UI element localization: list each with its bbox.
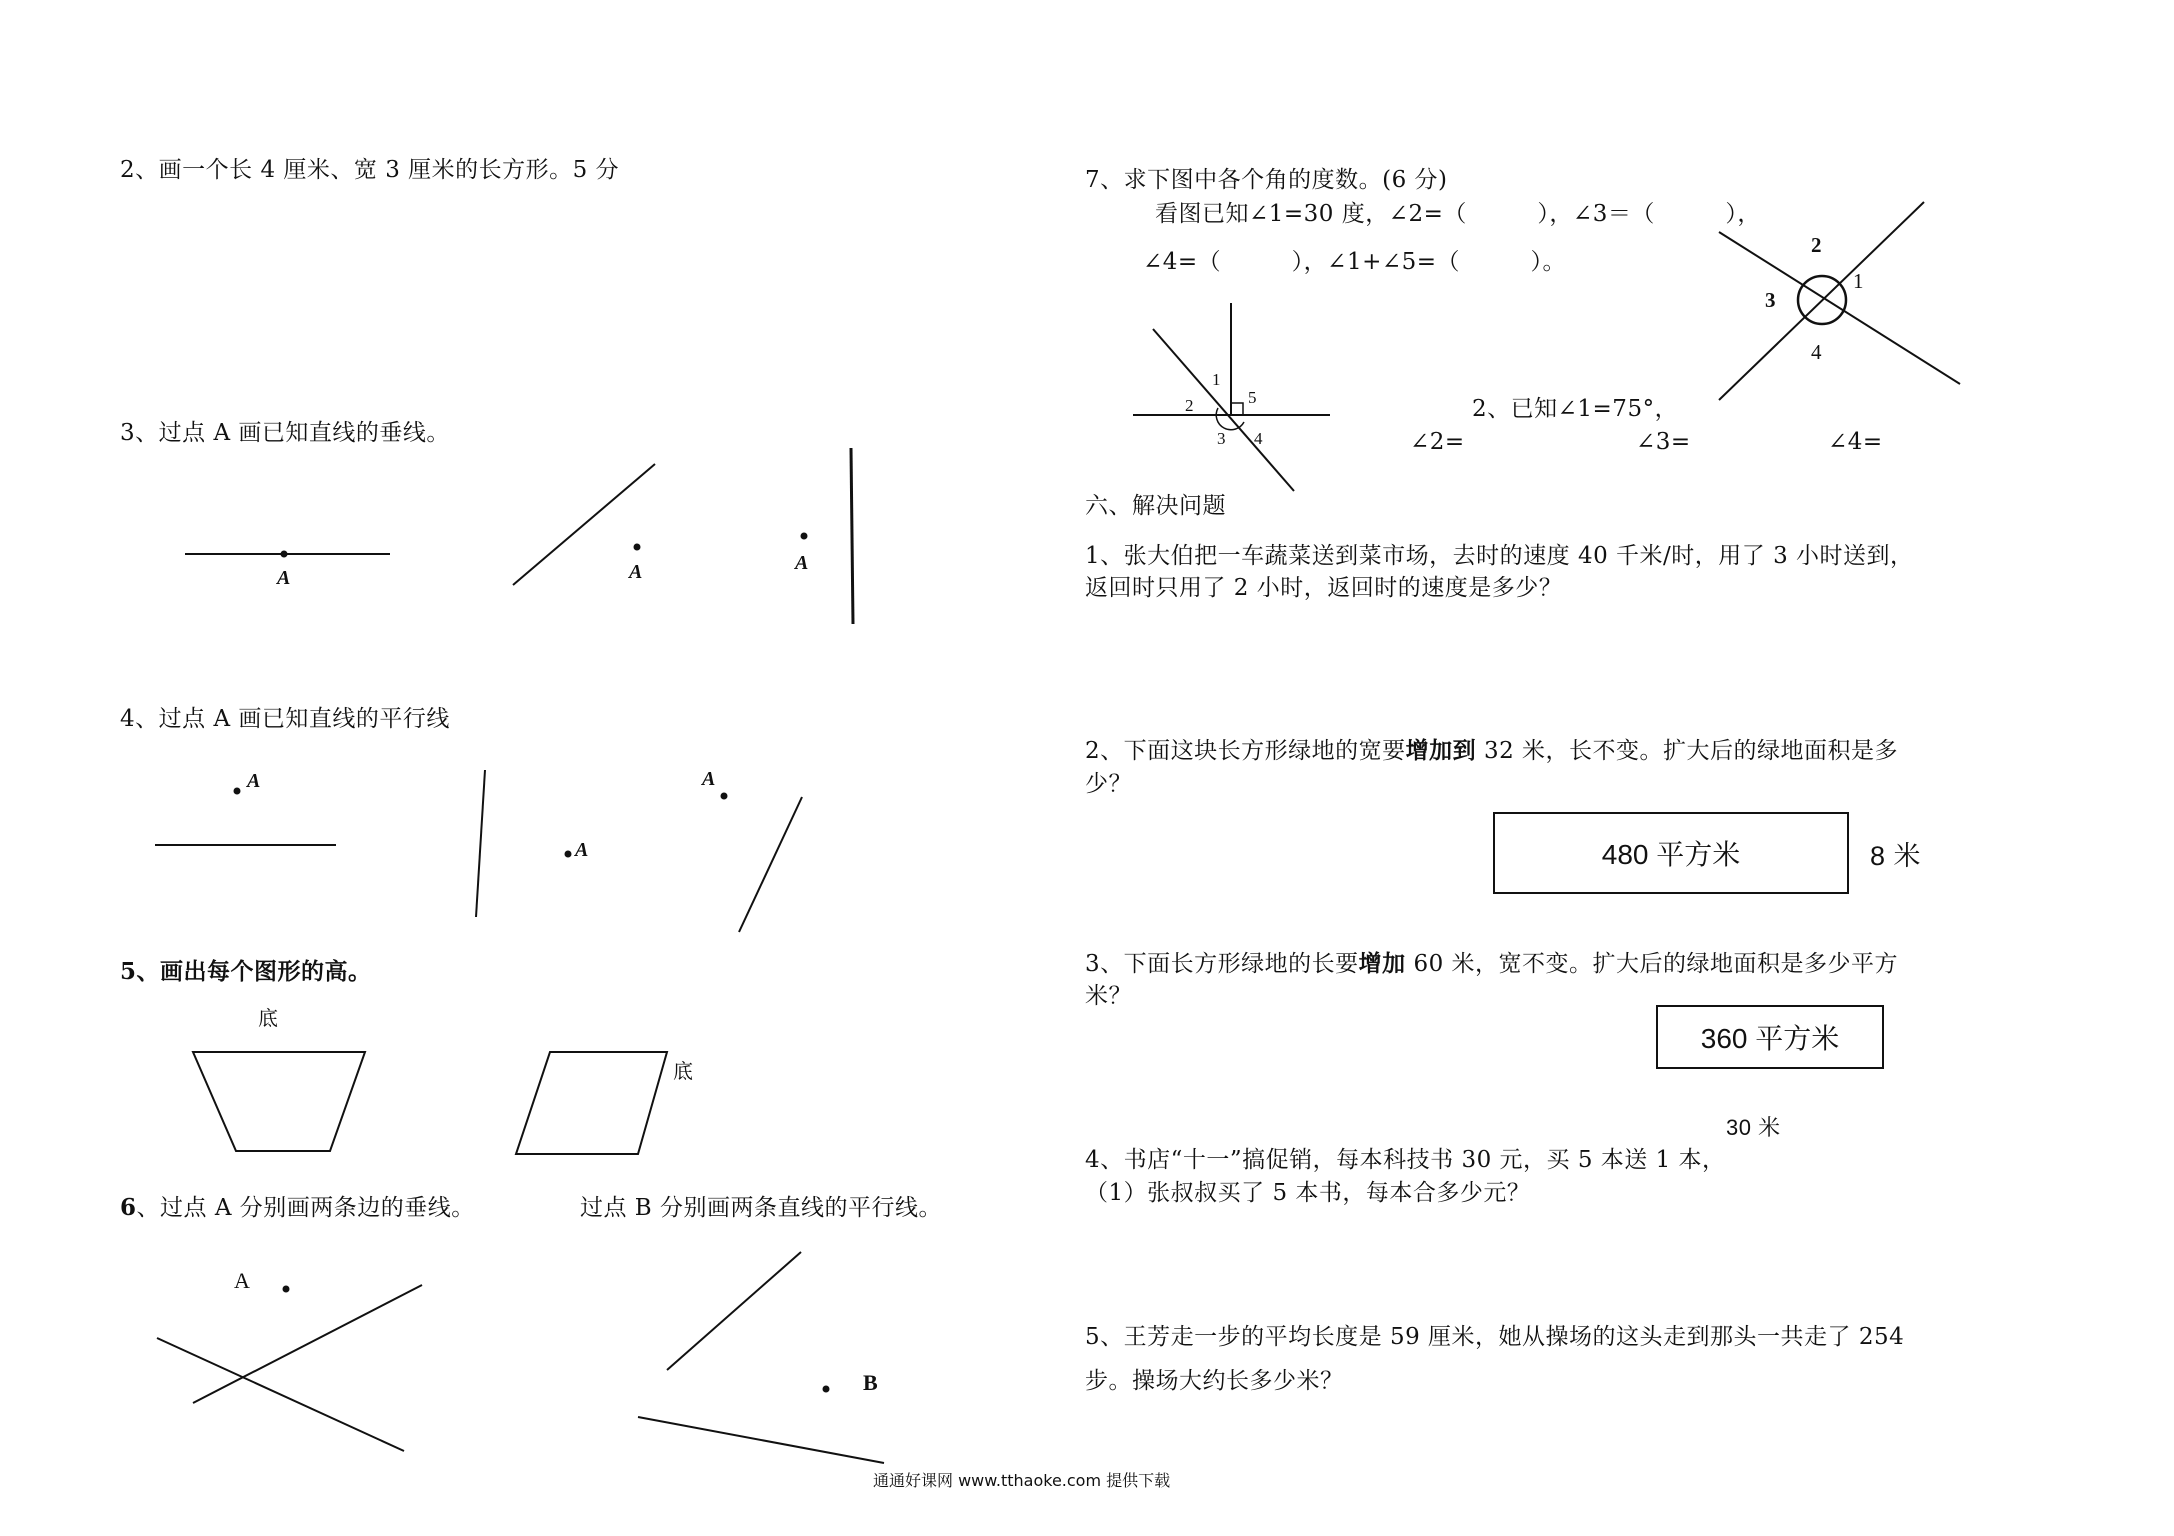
fig2-line-2 [1719,202,1924,400]
q7b-angle-4: ∠4= [1828,429,1883,455]
fig1-label-5: 5 [1248,388,1257,407]
q6-label-a: A [234,1268,250,1293]
fig2-label-2: 2 [1811,233,1822,257]
q3-point-1 [281,551,288,558]
q6-point-a [283,1286,290,1293]
p5-line-1: 5、王芳走一步的平均长度是 59 厘米，她从操场的这头走到那头一共走了 254 [1085,1324,1905,1350]
q3-point-3 [801,533,808,540]
p5-line-2: 步。操场大约长多少米？ [1085,1368,1344,1394]
p2-line-1 [1085,737,1898,766]
p4-line-1: 4、书店“十一”搞促销，每本科技书 30 元，买 5 本送 1 本， [1085,1147,1726,1173]
p3-rect-box: 360 平方米 [1656,1005,1884,1069]
fig1-label-3: 3 [1217,429,1226,448]
q4-point-2 [565,851,572,858]
q6-line-b2 [638,1417,884,1463]
q5-base-label-2: 底 [673,1059,694,1083]
q6-text-b: 过点 B 分别画两条直线的平行线。 [580,1195,943,1221]
p2-line-2: 少？ [1085,771,1132,797]
fig1-label-4: 4 [1254,429,1263,448]
q3-line-3 [851,448,853,624]
p3-line-1 [1085,950,1898,979]
p3-bold: 增加 [1358,950,1406,977]
q5-text: 5、画出每个图形的高。 [120,958,372,985]
q3-point-2 [634,544,641,551]
fig1-label-2: 2 [1185,396,1194,415]
q4-point-1 [234,788,241,795]
p2-pre: 2、下面这块长方形绿地的宽要 [1085,738,1406,764]
parallelogram-shape [516,1052,667,1154]
q7-line-1: 看图已知∠1=30 度，∠2=（ ），∠3＝（ ）， [1155,201,1761,227]
section-6-title: 六、解决问题 [1085,493,1226,519]
q7b-angle-3: ∠3= [1636,429,1691,455]
q7b-line-1: 2、已知∠1=75°， [1472,396,1679,422]
p4-line-2: （1）张叔叔买了 5 本书，每本合多少元？ [1085,1180,1531,1206]
q4-point-3 [721,793,728,800]
q7-line-2: ∠4=（ ），∠1+∠5=（ ）。 [1143,249,1567,275]
fig1-right-angle-mark [1231,403,1243,415]
p2-side-label: 8 米 [1870,841,1922,871]
fig2-label-4: 4 [1811,340,1822,364]
q6-text-a-rest: 、过点 A 分别画两条边的垂线。 [136,1195,475,1221]
q6-label-b: B [863,1370,878,1395]
q4-text: 4、过点 A 画已知直线的平行线 [120,706,450,732]
p1-line-1: 1、张大伯把一车蔬菜送到菜市场，去时的速度 40 千米/时，用了 3 小时送到， [1085,543,1914,569]
q4-line-3 [739,797,802,932]
q6-text-a: 6、过点 A 分别画两条边的垂线。 [120,1194,475,1221]
p2-rect-box: 480 平方米 [1493,812,1849,894]
p3-line-2: 米？ [1085,983,1132,1009]
q3-text: 3、过点 A 画已知直线的垂线。 [120,420,450,446]
q5-base-label-1: 底 [258,1006,279,1030]
q2-text: 2、画一个长 4 厘米、宽 3 厘米的长方形。5 分 [120,157,620,183]
q4-line-2 [476,770,485,917]
footer-credit: 通通好课网 www.tthaoke.com 提供下载 [873,1471,1171,1490]
q4-label-1: A [247,770,261,792]
q6-point-b [823,1386,830,1393]
q3-label-3: A [795,552,809,574]
p3-post: 60 米，宽不变。扩大后的绿地面积是多少平方 [1405,951,1899,977]
q3-label-2: A [629,561,643,583]
trapezoid-shape [193,1052,365,1151]
p1-line-2: 返回时只用了 2 小时，返回时的速度是多少？ [1085,575,1563,601]
fig2-label-1: 1 [1853,269,1864,293]
p2-bold: 增加到 [1405,737,1477,764]
q4-label-3: A [702,768,716,790]
fig2-line-1 [1719,232,1960,384]
q4-label-2: A [575,839,589,861]
q7b-angle-2: ∠2= [1410,429,1465,455]
p3-side-label: 30 米 [1726,1115,1781,1140]
p3-pre: 3、下面长方形绿地的长要 [1085,951,1359,977]
fig1-label-1: 1 [1212,370,1221,389]
q3-label-1: A [277,567,291,589]
q6-line-b1 [667,1252,801,1370]
q7-title: 7、求下图中各个角的度数。(6 分) [1085,167,1448,193]
fig2-label-3: 3 [1765,288,1776,312]
q6-line-a2 [193,1285,422,1403]
fig1-diagonal-line [1153,329,1294,491]
q6-line-a1 [157,1338,404,1451]
p2-post: 32 米，长不变。扩大后的绿地面积是多 [1476,738,1899,764]
